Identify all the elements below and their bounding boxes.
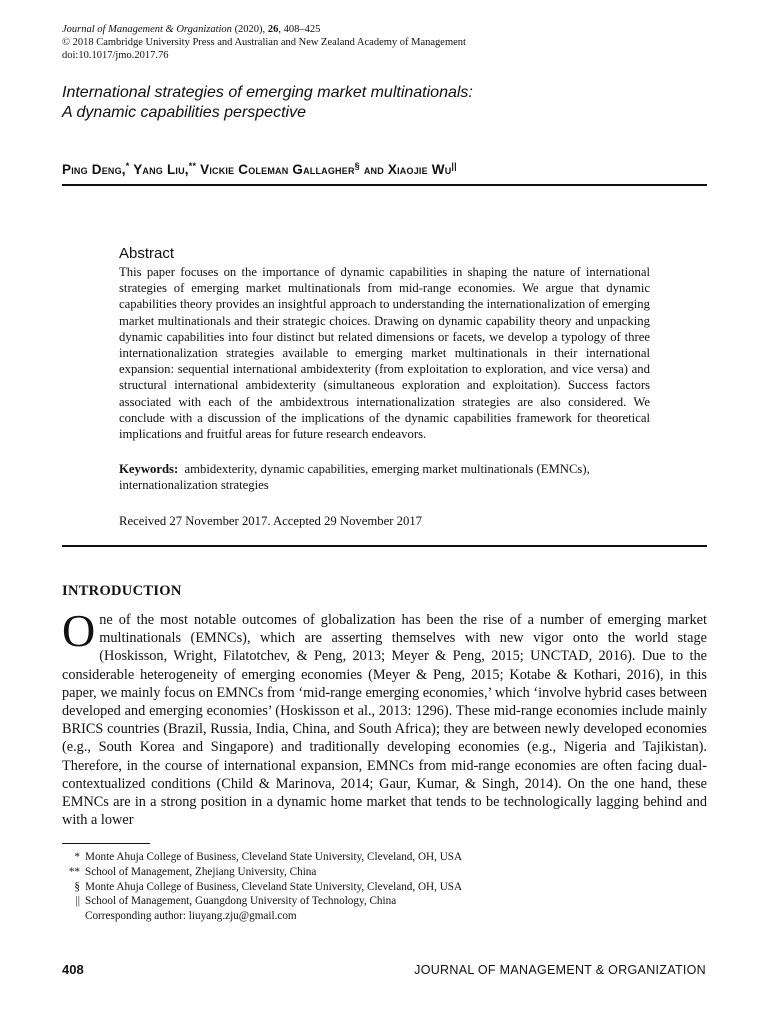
keywords-label: Keywords: <box>119 462 179 476</box>
footnote-mark: || <box>75 895 80 908</box>
footnote <box>62 880 707 895</box>
section-heading: INTRODUCTION <box>62 583 182 599</box>
footer-journal: JOURNAL OF MANAGEMENT & ORGANIZATION <box>414 963 706 977</box>
journal-volume: 26 <box>267 24 279 35</box>
footnote-mark: § <box>74 880 80 893</box>
author-mark: § <box>354 161 360 171</box>
footnote-text: School of Management, Guangdong University of Technology, China <box>85 895 397 908</box>
journal-pages: , 408–425 <box>278 24 321 35</box>
page-number: 408 <box>62 962 84 977</box>
footnote-text: School of Management, Zhejiang University, China <box>85 865 317 878</box>
footnotes <box>62 850 707 924</box>
author-mark: * <box>125 161 130 171</box>
citation-line <box>62 23 466 36</box>
footnote-text: Monte Ahuja College of Business, Cleveland State University, Cleveland, OH, USA <box>85 851 463 863</box>
title-line-1: International strategies of emerging market multinationals: <box>62 84 473 101</box>
author-list <box>62 161 457 177</box>
author-name: Ping Deng, <box>62 162 126 177</box>
abstract-text: This paper focuses on the importance of dynamic capabilities in shaping the nature of international strategies of emerging market multinationals from mid-range economies. We argue that dynamic capabilities theory provides an insightful approach to understanding the internationalization of emerging market multinationals and their strategic choices. Drawing on dynamic capability theory and unpacking dynamic capabilities into four distinct but related dimensions or facets, we develop a typology of three internationalization strategies available to emerging market multinationals in their international expansion: sequential international ambidexterity (from exploitation to exploration, and vice versa) and structural international ambidexterity (simultaneous exploration and exploitation). Success factors associated with each of the ambidextrous internationalization strategies are also considered. We conclude with a discussion of the implications of the dynamic capabilities framework for theoretical implications and fruitful areas for future research endeavors. <box>119 265 650 442</box>
footnote <box>62 850 707 865</box>
drop-cap: O <box>62 605 96 656</box>
keywords <box>119 461 650 493</box>
authors-and: and <box>363 162 384 177</box>
author-mark: || <box>451 161 457 171</box>
author-name: Yang Liu, <box>133 162 189 177</box>
introduction-paragraph: ne of the most notable outcomes of globalization has been the rise of a number of emerging market multinationals (EMNCs), which are asserting themselves with new vigor onto the world stage (Hoskisson, Wright, Filatotchev, & Peng, 2013; Meyer & Peng, 2015; UNCTAD, 2016). Due to the considerable heterogeneity of emerging economies (Meyer & Peng, 2015; Kotabe & Kothari, 2016), in this paper, we mainly focus on EMNCs from ‘mid-range emerging economies,’ which ‘involve hybrid cases between developed and emerging economies’ (Hoskisson et al., 2013: 1296). These mid-range economies include mainly BRICS countries (Brazil, Russia, India, China, and South Africa); they are between newly developed economies (e.g., South Korea and Singapore) and traditionally developing economies (e.g., Nigeria and Tajikistan). Therefore, in the course of international expansion, EMNCs from mid-range economies are often facing dual-contextualized conditions (Child & Marinova, 2014; Gaur, Kumar, & Singh, 2014). On the one hand, these EMNCs are in a strong position in a dynamic home market that tends to be technologically lagging behind and with a lower <box>62 612 707 829</box>
journal-header <box>62 23 466 62</box>
keywords-text: ambidexterity, dynamic capabilities, emerging market multinationals (EMNCs), internationalization strategies <box>119 462 590 493</box>
corresponding-author: Corresponding author: liuyang.zju@gmail.com <box>85 910 297 923</box>
copyright-line: © 2018 Cambridge University Press and Australian and New Zealand Academy of Management <box>62 37 466 48</box>
doi-line: doi:10.1017/jmo.2017.76 <box>62 50 169 61</box>
author-name: Xiaojie Wu <box>387 162 452 177</box>
footnote-divider <box>62 843 150 844</box>
footnote-mark: * <box>74 851 80 863</box>
journal-name: Journal of Management & Organization <box>62 24 232 35</box>
introduction-text <box>62 605 707 829</box>
footnote <box>62 894 707 909</box>
title-line-2: A dynamic capabilities perspective <box>62 104 306 121</box>
received-dates: Received 27 November 2017. Accepted 29 November 2017 <box>119 514 423 528</box>
divider-top <box>62 184 707 186</box>
journal-year: (2020), <box>231 24 268 35</box>
article-title <box>62 83 712 123</box>
divider-bottom <box>62 545 707 547</box>
author-mark: ** <box>188 161 197 171</box>
footnote-text: Monte Ahuja College of Business, Cleveland State University, Cleveland, OH, USA <box>85 880 463 893</box>
footnote-mark: ** <box>68 865 80 878</box>
footnote <box>62 865 707 880</box>
author-name: Vickie Coleman Gallagher <box>200 162 355 177</box>
abstract-heading: Abstract <box>119 245 175 262</box>
